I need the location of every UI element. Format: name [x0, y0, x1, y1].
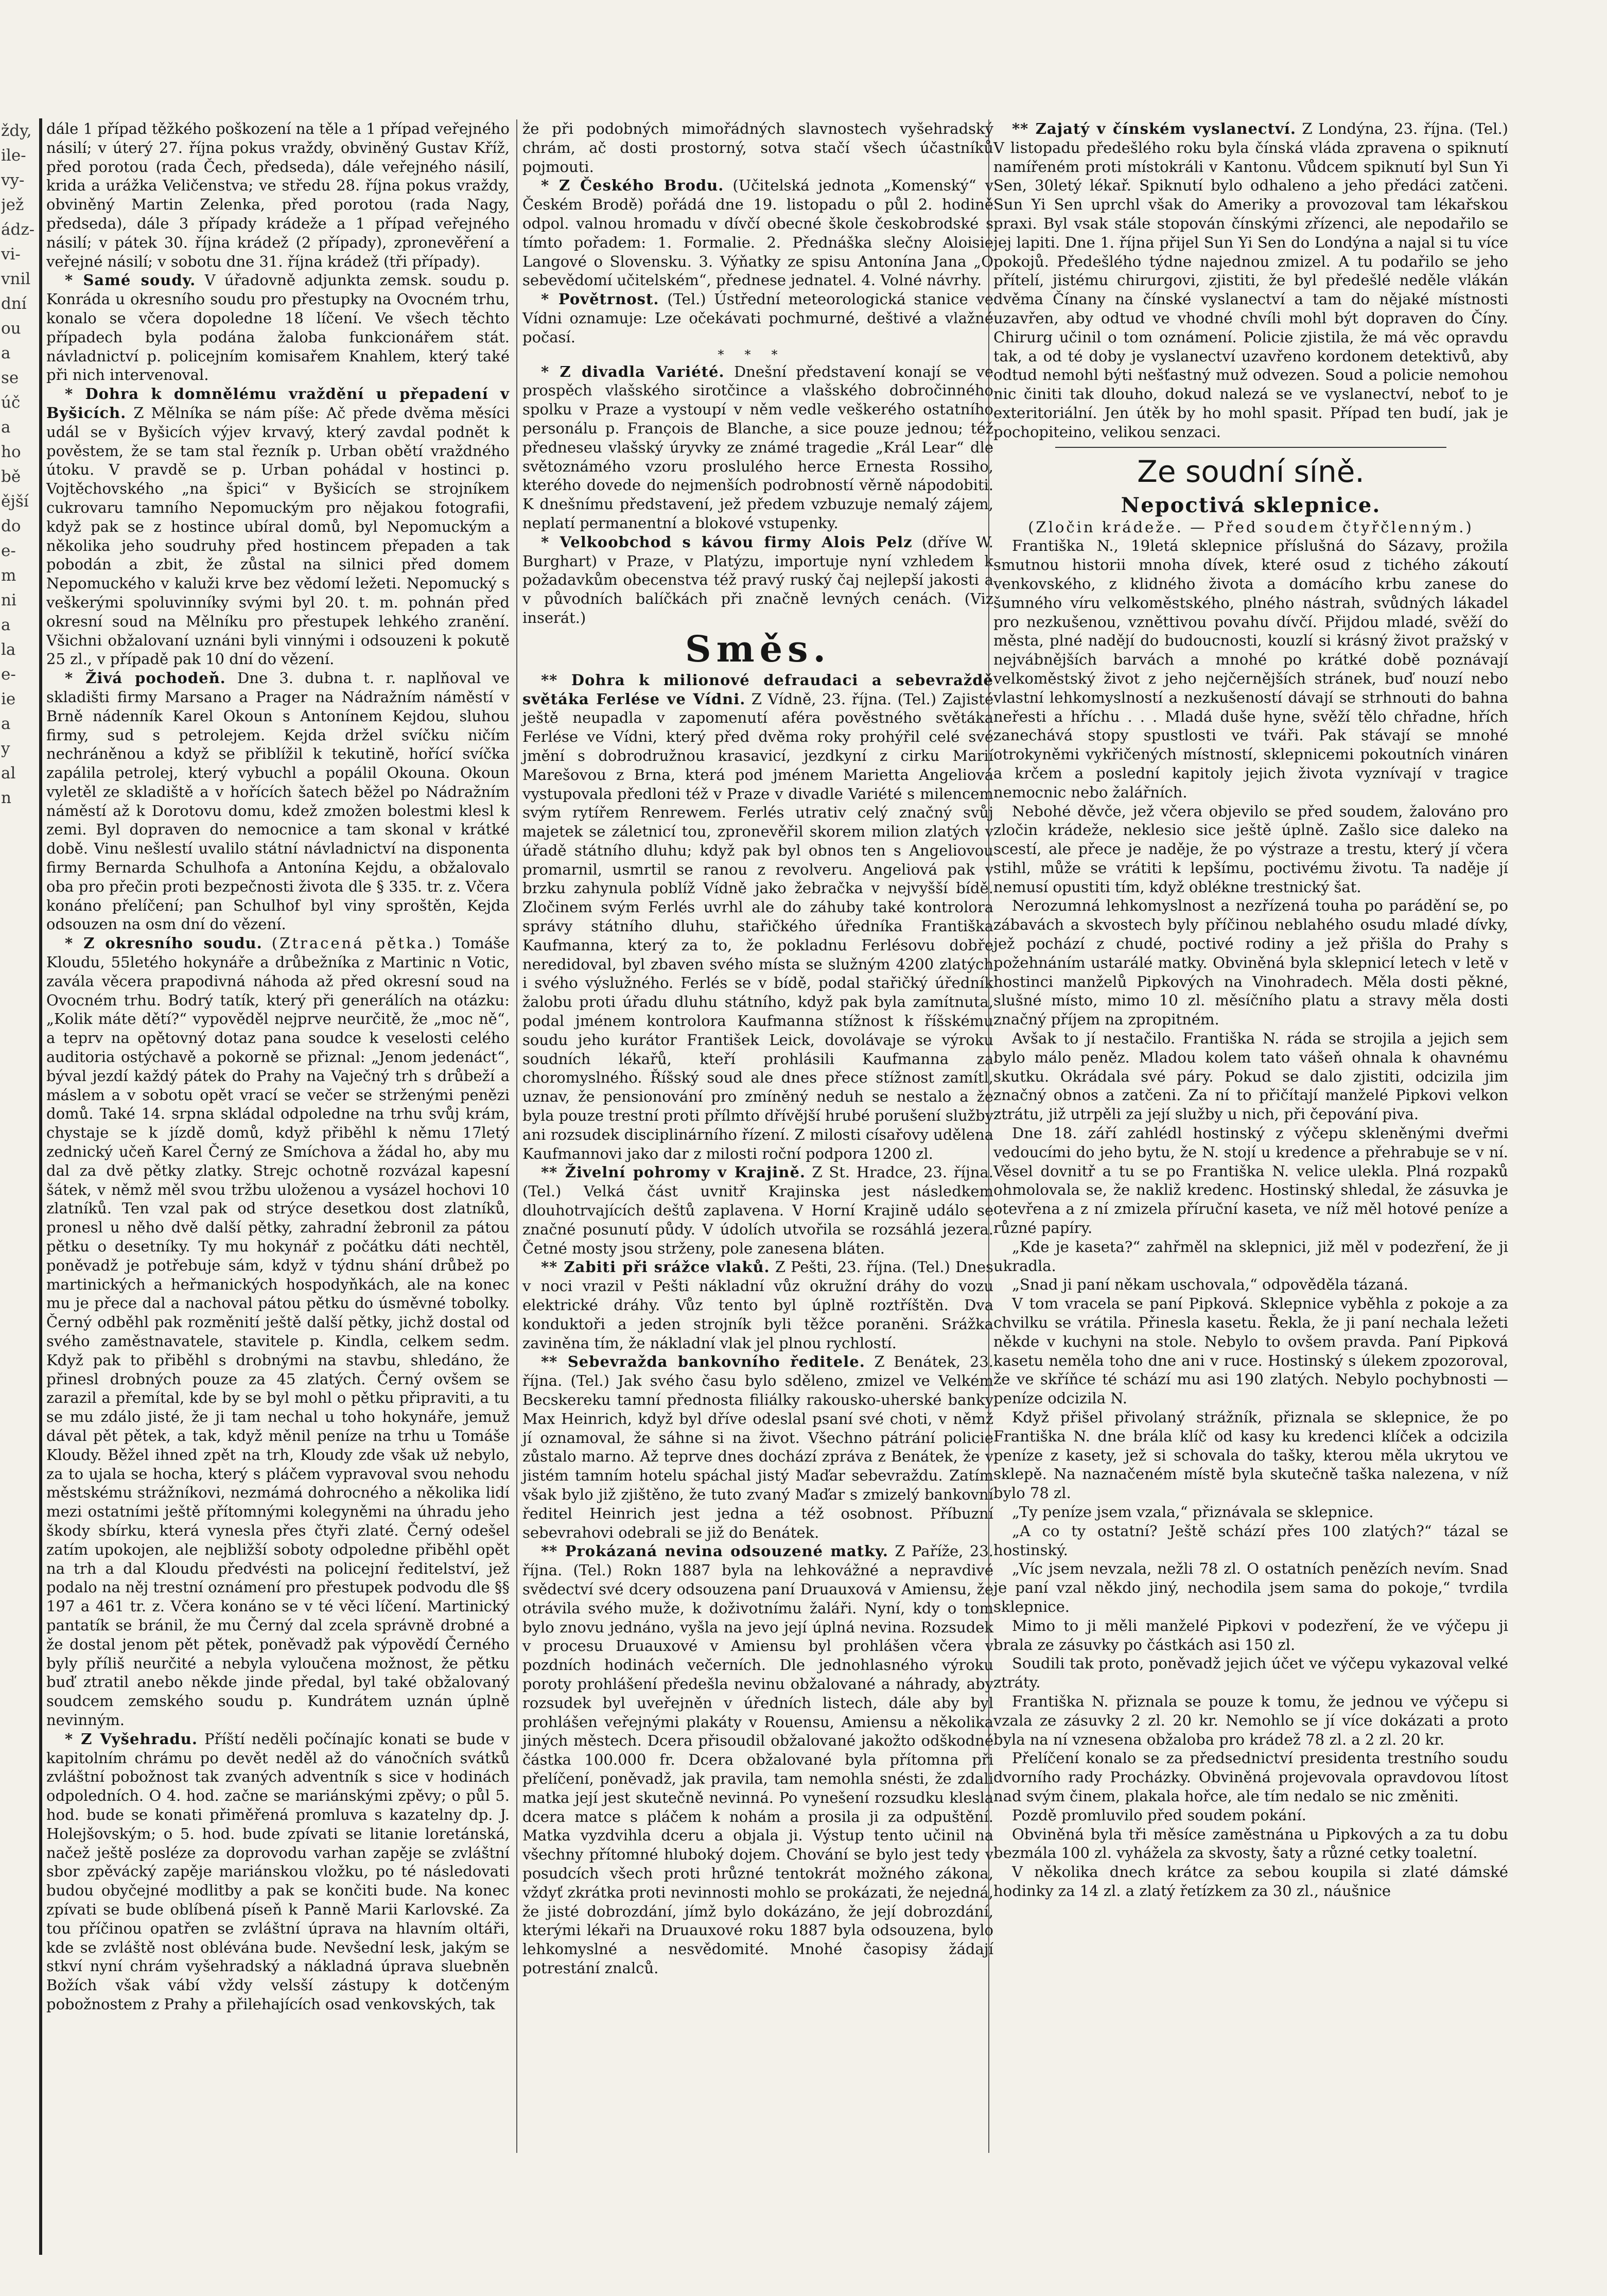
article: [46, 934, 510, 1729]
article-heading: * Z Českého Brodu.: [541, 177, 724, 195]
article-body: Tomáše Kloudu, 55letého hokynáře a drůbežníka z Martinic n Votic, zavála věcera prapodivná náhoda až před okresní soud na Ovocném trhu. Bodrý tatík, který při generálích na otázku: „Kolik máte dětí?“ vypověděl nejprve neurčitě, že „moc ně“, a teprv na opětovný dotaz pana soudce k veselosti celého auditoria ostýchavě a pokorně se přiznal: „Jenom jedenáct“, býval jezdí každý pátek do Prahy na Vaječný trh s drůbeží a máslem a v sobotu opět vrací se večer se strženými penězi domů. Také 14. srpna skládal odpoledne na trhu svůj krám, chystaje se k jízdě domů, když přiběhl k němu 17letý zednický učeň Karel Černý ze Smíchova a žádal ho, aby mu dal za dvě pětky zlatky. Strejc ochotně rozvázal kapesní šátek, v němž měl svou tržbu uloženou a vysázel hochovi 10 zlatníků. Ten vzal pak od strýce desetkou dost zlatníků, pronesl u něho dvě další pětky, zahradní žebronil za pátou pětku o desetníky. Ty mu hokynář z počátku dáti nechtěl, poněvadž je potřebuje sám, když v týdnu shání drůbež po martinických a heřmanických hospodyňkách, ale na konec mu je přece dal a nachoval pátou pětku do úsměvné tobolky. Černý odběhl pak rozměnití ještě další pětky, jichž dostal od svého zaměstnavatele, stavitele p. Kindla, celkem sedm. Když pak to přiběhl s drobnými na stavbu, shledáno, že přinesl drobných pouze za 45 zlatých. Černý ovšem se zarazil a přemítal, kde by se byl mohl o pětku připraviti, a tu se mu zdálo jisté, že ji tam nechal u toho hokynáře, jemuž dával pět pětek, a tak, když měnil peníze na trhu u Tomáše Kloudy. Běžel ihned zpět na trh, Kloudy zde však už nebylo, za to ujala se hocha, který s pláčem vypravoval svou nehodu městskému strážníkovi, nezmámá dohrocného a několika lidí mezi ostatními ještě přítomnými kolegyněmi na úhradu jeho škody sbírku, která vynesla přes čtyři zlaté. Černý odešel zatím upokojen, ale nejbližší soboty odpoledne přiběhl opět na trh a dal Kloudu předvésti na policejní ředitelství, jež podalo na něj trestní oznámení pro přestupek podvodu dle §§ 197 a 461 tr. z. Včera konáno se v té věci líčení. Martinický pantatík se bránil, že mu Černý dal zcela správně drobné a že dostal jenom pět pětek, poněvadž pak výpovědí Černého byly příliš neurčité a nebyla vyloučena možnost, že pětku buď ztratil anebo někde jinde předal, byl také obžalovaný soudcem zemského soudu p. Kundrátem uznán úplně nevinným.: [46, 934, 510, 1729]
article-heading: ** Sebevražda bankovního ředitele.: [541, 1353, 865, 1371]
bleed-fragment: se: [1, 369, 19, 387]
column-1: [46, 119, 510, 2014]
article-body: Z Vídně, 23. října. (Tel.) Zajisté ještě neupadla v zapomenutí aféra pověstného světáka Ferlése ve Vídni, který před dvěma roky prohýřil celé své jmění s dobrodružnou krasavicí, jezdkyní z cirku Marií Marešovou z Brna, která pod jménem Marietta Angeliová vystupovala předloni též v Praze v divadle Variété s milencem svým rytířem Renrewem. Ferlés utrativ celý značný svůj majetek se záletnicí tou, zpronevěřil skorem milion zlatých v úřadě státního dluhu; když pak byl obnos ten s Angeliovou promarnil, usmrtil se ranou z revolveru. Angeliová pak v brzku zahynula poblíž Vídně jako žebračka v nejvyšší bídě. Zločinem svým Ferlés uvrhl ale do záhuby také kontrolora správy státního dluhu, stařičkého úředníka Františka Kaufmanna, který za to, že pokladnu Ferlésovu dobře neredidoval, byl zbaven svého místa se služným 4200 zlatých i svého výslužného. Ferlés se v bídě, podal stařičký úředník žalobu proti úřadu dluhu státního, když pak byla zamítnuta, podal jménem kontrolora Kaufmanna stížnost k říšskému soudu jeho kurátor František Leick, dovolávaje se výroku soudních lékařů, kteří prohlásili Kaufmanna za choromyslného. Říšský soud ale dnes přece stížnost zamítl, uznav, že pensionování pro zmíněný neduh se nestalo a že byla pouze trestní proti přílmto dřívější hrubé porušení služby ani rozsudek disciplinárního řízení. Z milosti císařovy udělena Kaufmannovi jako dar z milosti roční podpora 1200 zl.: [522, 690, 994, 1162]
bleed-fragment: al: [1, 764, 16, 782]
article: [993, 119, 1508, 442]
bleed-fragment: a: [1, 418, 11, 437]
section-divider: [1055, 447, 1446, 448]
bleed-fragment: vy-: [1, 171, 25, 189]
article: [46, 669, 510, 934]
article-heading: ** Prokázaná nevina odsouzené matky.: [541, 1542, 888, 1560]
article: [46, 1730, 510, 2014]
article-body: Z Benátek, 23. října. (Tel.) Jak svého času bylo sděleno, zmizel ve Velkém Becskereku tamní přednosta filiálky rakousko-uherské banky Max Heinrich, když byl dříve odeslal psaní své choti, v němž jí oznamoval, že sáhne si na život. Všechno pátrání policie zůstalo marno. Až teprve dnes dochází zpráva z Benátek, že v jistém tamním hotelu spáchal jistý Maďar sebevraždu. Zatím však bylo již zjištěno, že tuto zvaný Maďar s zmizelý bankovní ředitel Heinrich jest jedna a též osobnost. Příbuzní sebevrahovi odebrali se již do Benátek.: [522, 1353, 993, 1541]
bleed-fragment: ždy,: [1, 121, 32, 140]
paragraph: Dne 18. září zahlédl hostinský z výčepu skleněnými dveřmi vedoucími do jeho bytu, že N. stojí u kredence a přehrabuje se v ní. Věsel dovnitř a tu se po Františka N. velice ulekla. Plná rozpaků ohmolovala se, že nakliž kredenc. Hostinský shledal, že zásuvka je otevřena a z ní zmizela příruční kaseta, ve níž měl hotové peníze a různé papíry.: [993, 1124, 1508, 1237]
paragraph: Františka N. přiznala se pouze k tomu, že jednou ve výčepu si vzala ze zásuvky 2 zl. 20 kr. Nemohlo se jí více dokázati a proto byla na ní vznesena obžaloba pro krádež 78 zl. a 2 zl. 20 kr.: [993, 1692, 1508, 1748]
article: [522, 1163, 993, 1258]
article: [46, 385, 510, 669]
adjacent-page-bleed: [0, 118, 42, 2255]
paragraph: Přelíčení konalo se za předsednictví presidenta trestního soudu dvorního rady Procházky. Obviněná projevovala opravdovou lítost nad svým činem, plakala hořce, ale tím nedalo se nic změniti.: [993, 1749, 1508, 1805]
article-body: (Učitelská jednota „Komenský“ v Českém Brodě) pořádá dne 19. listopadu o půl 2. hodině odpol. valnou hromadu v dívčí obecné škole českobrodské s tímto pořadem: 1. Formalie. 2. Přednáška slečny Aloisie Langové o Slovensku. 3. Výňatky ze spisu Antonína Jana „O sebevědomí učitelském“, přednese jednatel. 4. Volné návrhy.: [522, 177, 994, 289]
bleed-fragment: a: [1, 616, 11, 634]
column-rule: [516, 119, 517, 2153]
article-heading: * Dohra k domnělému vraždění u přepadení v Byšicích.: [46, 385, 510, 422]
bleed-fragment: do: [1, 517, 21, 535]
bleed-fragment: ie: [1, 690, 16, 708]
paragraph: „Ty peníze jsem vzala,“ přiznávala se sklepnice.: [1012, 1503, 1374, 1521]
paragraph: „A co ty ostatní? Ještě schází přes 100 zlatých?“ tázal se hostinský.: [993, 1522, 1508, 1559]
separator-stars: ***: [718, 347, 798, 362]
article-heading: * Živá pochodeň.: [65, 669, 226, 687]
article-heading: * Velkoobchod s kávou firmy Alois Pelz: [541, 533, 913, 551]
article: [522, 290, 993, 346]
bleed-fragment: bě: [1, 467, 21, 486]
bleed-fragment: n: [1, 789, 11, 807]
paragraph: Františka N., 19letá sklepnice příslušná do Sázavy, prožila smutnou historii mnoha dívek, které osud z tichého zákoutí venkovského, z klidného života a domácího krbu zanese do šumného víru velkoměstského, plného nástrah, svůdných lákadel pro nezkušenou, vzněttivou povahu dívčí. Přijdou mladé, svěží do města, plné nadějí do budoucnosti, kouzlí si krásný život pražský v nejvábnějších barvách a mnohé po krátké době poznávají velkoměstský život z jeho nejčernějších stránek, buď nouzí nebo vlastní lehkomyslností a nezkušeností dávají se strhnouti do bahna neřesti a hříchu . . . Mladá duše hyne, svěží tělo chřadne, hřích zanechává stopy spustlosti ve tváři. Pak stávají se mnohé otrokyněmi vykřičených místností, sklepnicemi pokoutních vináren a krčem a poslední kapitoly jejich života vyznívají v tragice nemocnic nebo žalářních.: [993, 537, 1508, 801]
article-heading: ** Dohra k milionové defraudaci a sebevraždě světáka Ferlése ve Vídni.: [522, 671, 993, 708]
bleed-fragment: a: [1, 344, 11, 362]
bleed-fragment: a: [1, 715, 11, 733]
article-body: Z Paříže, 23. října. (Tel.) Rokn 1887 byla na lehkovážné a nepravdivé svědectví své dcery odsouzena paní Druauxová v Amiensu, že otrávila svého muže, k doživotnímu žaláři. Nyní, kdy o tom bylo znovu jednáno, vyšla na jevo její úplná nevina. Rozsudek v procesu Druauxové v Amiensu byl prohlášen včera v pozdních hodinách večerních. Dle jednohlasného výroku poroty prohlášení předešla nevinu obžalované a náhrady, aby rozsudek byl uveřejněn v úředních listech, dále aby byl prohlášen veřejnými plakáty v Rouensu, Amiensu a několika jiných městech. Dcera přisoudil obžalované jakožto odškodné částka 100.000 fr. Dcera obžalované byla přítomna při přelíčení, poněvadž, jak pravila, tam nemohla snésti, že zdali matka její jest skutečně nevinná. Po vynešení rozsudku klesla dcera matce s pláčem k nohám a prosila ji za odpuštění. Matka vyzdvihla dceru a objala ji. Výstup tento učinil na všechny přítomné hluboký dojem. Chování se bylo jest tedy v posudcích všech proti hrůzné tentokrát možného zákona, vždyť zkrátka proti nevinnosti mohlo se prokázati, že nejedná, že jisté dobrozdání, jímž bylo dokázáno, že její dobrozdání, kterými lékaři na Druauxové roku 1887 byla odsouzena, bylo lehkomyslné a nesvědomité. Mnohé časopisy žádají potrestání znalců.: [522, 1542, 994, 1977]
article: [522, 1258, 993, 1352]
article-heading: * Z divadla Variété.: [541, 362, 725, 380]
column-2: [522, 119, 993, 1978]
article-body: Z Londýna, 23. října. (Tel.) V listopadu předešlého roku byla čínská vláda zpravena o spiknutí namířeném proti místokráli v Kantonu. Vůdcem spiknutí byl Sun Yi Sen, 30letý lékař. Spiknutí bylo odhaleno a jeho předáci zatčeni. Sun Yi Sen uprchl však do Ameriky a provozoval tam lékařskou praxi. Byl vsak stále stopován čínskými zřízenci, ale nepodařilo se jej lapiti. Dne 1. října přijel Sun Yi Sen do Londýna a najal si tu více pokojů. Předešlého týdne najednou zmizel. A tu podařilo se jeho přítelí, jistému chirurgovi, zjistiti, že byl předešlé neděle vlákán dvěma Čínany na čínské vyslanectví a tam do nějaké místnosti uzavřen, aby odtud ve vhodné chvíli mohl být dopraven do Číny. Chirurg učinil o tom oznámení. Policie zjistila, že má věc opravdu tak, a od té doby je vyslanectví uzavřeno kordonem detektivů, aby odtud nemohl býti nešťastný muž odvezen. Soud a policie nemohou nic činiti tak dlouho, dokud nalezá se ve vyslanectví, neboť to je exteritoriální. Jen útěk by ho mohl spasit. Případ ten budí, jak je pochopiteino, velikou senzaci.: [993, 120, 1508, 441]
section-title-court: Ze soudní síně.: [1137, 454, 1365, 489]
bleed-fragment: m: [1, 566, 16, 585]
section-title-smes: Směs.: [685, 627, 831, 670]
article-body: (Tel.) Ústřední meteorologická stanice ve Vídni oznamuje: Lze očekávati pochmurné, deštivé a vlažné počasí.: [522, 290, 994, 346]
article-subheading: (Ztracená pětka.): [271, 934, 443, 952]
bleed-fragment: e-: [1, 665, 16, 684]
article-heading: * Z Vyšehradu.: [65, 1730, 198, 1748]
article-body: Dne 3. dubna t. r. naplňoval ve skladišti firmy Marsano a Prager na Nádražním náměstí v Brně nádenník Karel Okoun s Antonínem Kejdou, sluhou firmy, sud s petrolejem. Kejda držel svíčku ničím nechráněnou a když se přiblížil k tekutině, hořící svíčka zapálila petrolej, který vybuchl a popálil Okouna. Okoun vyletěl ze skladiště a v hořících šatech běžel po Nádražním náměstí až k Dorotovu domu, kdež zmožen bolestmi klesl k zemi. Byl dopraven do nemocnice a tam skonal v krátké době. Vinu nešlestí uvalilo státní návladnictví na disponenta firmy Bernarda Schulhofa a Antonína Kejdu, a obžalovalo oba pro přečin proti bezpečnosti života dle § 335. tr. z. Včera konáno přelíčení; pan Schulhof byl viny sproštěn, Kejda odsouzen na osm dní do vězení.: [46, 669, 510, 933]
bleed-fragment: e-: [1, 542, 16, 560]
article: [522, 1542, 993, 1977]
article-body: Dnešní představení konají se ve prospěch vlašského sirotčince a vlašského dobročinného spolku v Praze a vystoupí v něm vedle veškerého ostatního personálu p. François de Blanche, a sice pouze jednou; též předneseu vlašský úryvky ze známé tragedie „Král Lear“ dle světoznámého vzoru proslulého herce Ernesta Rossiho, kterého dovede do nejmenších podrobností věrně nápodobiti. K dnešnímu představení, jež předem vzbuzuje nemalý zájem, neplatí permanentní a blokové vstupenky.: [522, 362, 993, 532]
bleed-fragment: y: [1, 739, 10, 758]
bleed-fragment: ni: [1, 591, 16, 610]
article: [522, 533, 993, 628]
article-heading: * Samé soudy.: [65, 271, 196, 289]
article: [522, 1352, 993, 1542]
article-body: V úřadovně adjunkta zemsk. soudu p. Konráda u okresního soudu pro přestupky na Ovocném trhu, konalo se včera dopoledne 18 líčení. Ve všech těchto případech byla podána žaloba funkcionářem stát. návladnictví p. policejním komisařem Knahlem, který také při nich intervenoval.: [46, 271, 510, 384]
article: [46, 271, 510, 385]
article: [522, 671, 993, 1163]
article-body: Z Mělníka se nám píše: Ač přede dvěma měsíci udál se v Byšicích výjev krvavý, který zavdal podnět k pověstem, že se tam stal řezník p. Urban obětí vraždného útoku. V pravdě se p. Urban pohádal v hostinci p. Vojtěchovského „na špici“ v Byšicích se strojníkem cukrovaru tamního Nepomuckým pro nějakou fotografii, když pak se z hostince ubíral domů, byl Nepomuckým a několika jeho soudruhy před hostincem přepaden a tak pobodán a zbit, že zůstal na silnici před domem Nepomuckého v kaluži krve bez vědomí ležeti. Nepomucký s veškerými spoluvinníky svými byl 20. t. m. pohnán před okresní soud na Mělníku pro přestupek lehkého zranění. Všichni obžalovaní uznáni byli vinnými i odsouzeni k pokutě 25 zl., v případě pak 10 dní do vězení.: [46, 404, 510, 668]
article-continuation: že při podobných mimořádných slavnostech vyšehradský chrám, ač dosti prostorný, sotva stačí všech účastníků pojmouti.: [522, 120, 993, 176]
paragraph: „Kde je kaseta?“ zahřměl na sklepnici, již měl v podezření, že ji ukradla.: [993, 1238, 1508, 1275]
paragraph: „Snad ji paní někam uschovala,“ odpověděla tázaná.: [1012, 1276, 1408, 1294]
bleed-fragment: dní: [1, 294, 27, 313]
bleed-fragment: jež: [1, 196, 24, 214]
paragraph: Avšak to jí nestačilo. Františka N. ráda se strojila a jejich sem bylo málo peněz. Mladou kolem tato vášeň ohnala k ohavnému skutku. Okrádala své páry. Pokud se dalo zjistiti, odcizila jim značný obnos a zatčeni. Za ní to přičítají manželé Pipkovi velkon ztrátu, již utrpěli za její služby u nich, při čepování piva.: [993, 1030, 1508, 1123]
bleed-fragment: úč: [1, 393, 21, 412]
bleed-fragment: vnil: [1, 270, 31, 288]
article-body: (dříve W. Burghart) v Praze, v Platýzu, importuje nyní vzhledem k požadavkům obecenstva též pravý ruský čaj nejlepší jakosti a v původních balíčkách při značně levných cenách. (Viz inserát.): [522, 533, 993, 627]
paragraph: Nebohé děvče, jež včera objevilo se před soudem, žalováno pro zločin krádeže, neklesio sice ještě úplně. Zašlo sice daleko na scestí, ale přece je naděje, že po výstraze a trestu, který jí včera stihl, může se vrátiti k lepšímu, poctivému životu. Ta naděje jí nemusí opustiti tím, když oblékne trestnický šat.: [993, 802, 1508, 896]
article-title: Nepoctivá sklepnice.: [1121, 493, 1381, 517]
paragraph: Obviněná byla tři měsíce zaměstnána u Pipkových a za tu dobu bezmála 100 zl. vyhážela za skvosty, šaty a různé cetky toaletní.: [993, 1825, 1508, 1862]
article-continuation: dále 1 případ těžkého poškození na těle a 1 případ veřejného násilí; v úterý 27. října pokus vraždy, obviněný Gustav Kříž, před porotou (rada Čech, předseda), dále veřejného násilí, krida a urážka Veličenstva; ve středu 28. října pokus vraždy, obviněný Martin Zelenka, před porotou (rada Nagy, předseda), dále 3 případy krádeže a 1 případ veřejného násilí; v pátek 30. října krádež (2 případy), zpronevěření a veřejné násilí; v sobotu dne 31. října krádež (tři případy).: [46, 120, 510, 270]
article-body: Z Pešti, 23. října. (Tel.) Dnes v noci vrazil v Pešti nákladní vůz okružní dráhy do vozu elektrické dráhy. Vůz tento byl úplně roztříštěn. Dva konduktoři a jeden strojník byli těžce poraněni. Srážka zaviněna tím, že nákladní vlak jel plnou rychlostí.: [522, 1258, 993, 1352]
bleed-fragment: ádz-: [1, 220, 35, 239]
article-heading: ** Zabiti při srážce vlaků.: [541, 1258, 770, 1276]
article-heading: ** Živelní pohromy v Krajině.: [541, 1163, 806, 1181]
article-body: Příští neděli počínajíc konati se bude v kapitolním chrámu po devět neděl až do vánočních svátků zvláštní pobožnost tak zvaných adventník s sice v hodinách odpoledních. O 4. hod. začne se mariánskými zpěvy; o půl 5. hod. bude se konati přiměřená promluva s kazatelny dp. J. Holejšovským; o 5. hod. bude zpívati se litanie loretánská, načež ještě posléze za doprovodu varhan zapěje se zvláštní sbor zpěvácký zapěje mariánskou vložku, po té následovati budou obyčejné modlitby a pak se končiti bude. Na konec zpívati se bude oblíbená píseň k Panně Marii Karlovské. Za tou příčinou opatřen se zvláštní úprava na hlavním oltáři, kde se zvláště nost oblévána bude. Nevšední lesk, jakým se stkví nyní chrám vyšehradský a nákladná úprava sluebněn Božích však vábí vždy velsší zástupy k dotčeným pobožnostem z Prahy a přilehajících osad venkovských, tak: [46, 1730, 510, 2013]
paragraph: Soudili tak proto, poněvadž jejich účet ve výčepu vykazoval velké ztráty.: [993, 1655, 1508, 1692]
paragraph: Mimo to ji měli manželé Pipkovi v podezření, že ve výčepu ji brala ze zásuvky po částkách asi 150 zl.: [993, 1616, 1508, 1654]
column-3: [993, 119, 1508, 1901]
bleed-fragment: vi-: [1, 245, 21, 264]
paragraph: Když přišel přivolaný strážník, přiznala se sklepnice, že po Františka N. dne brála klíč od kasy ku kredenci klíček a odcizila peníze z kasety, jež si schovala do tašky, kterou měla ukrytou ve sklepě. Na naznačeném místě byla skutečně taška nalezena, v níž bylo 78 zl.: [993, 1408, 1508, 1502]
bleed-fragment: ou: [1, 319, 21, 338]
bleed-fragment: ile-: [1, 146, 26, 165]
paragraph: Pozdě promluvilo před soudem pokání.: [1012, 1806, 1306, 1824]
article-subtitle: (Zločin krádeže. — Před soudem čtyřčlenným.): [1028, 518, 1474, 536]
bleed-fragment: la: [1, 640, 16, 659]
paragraph: „Víc jsem nevzala, nežli 78 zl. O ostatních penězích nevím. Snad je paní vzal někdo jiný, nechodila jsem sama do pokoje,“ tvrdila sklepnice.: [993, 1560, 1508, 1615]
article-body: Z St. Hradce, 23. října. (Tel.) Velká část uvnitř Krajinska jest následkem dlouhotrvajících deštů zaplavena. V Horní Krajině událo se značné posunutí půdy. V údolích utvořila se rozsáhlá jezera. Četné mosty jsou strženy, pole zanesena bláten.: [522, 1163, 994, 1257]
bleed-fragment: ho: [1, 443, 21, 461]
article: [522, 362, 993, 533]
article: [522, 176, 993, 290]
paragraph: V několika dnech krátce za sebou koupila si zlaté dámské hodinky za 14 zl. a zlatý řetízkem za 30 zl., náušnice: [993, 1863, 1508, 1900]
article-heading: * Povětrnost.: [541, 290, 659, 308]
paragraph: V tom vracela se paní Pipková. Sklepnice vyběhla z pokoje a za chvilku se vrátila. Přinesla kasetu. Řekla, že ji paní nechala ležeti někde v kuchyni na stole. Nebylo to ovšem pravda. Paní Pipková kasetu neměla toho dne ani v ruce. Hostinský s úlekem zpozoroval, že ve skříňce té schází mu asi 190 zlatých. Nebylo pochybnosti — peníze odcizila N.: [993, 1295, 1508, 1407]
article-heading: ** Zajatý v čínském vyslanectví.: [1012, 120, 1296, 137]
bleed-fragment: ější: [1, 492, 29, 511]
article-heading: * Z okresního soudu.: [65, 934, 263, 952]
paragraph: Nerozumná lehkomyslnost a nezřízená touha po parádění se, po zábavách a skvostech byly příčinou neblahého osudu mladé dívky, jež pochází z chudé, poctivé rodiny a jež přišla do Prahy s požehnáním ustarálé matky. Obviněná byla sklepnicí letech v letě v hostinci manželů Pipkových na Vinohradech. Měla dosti pěkné, slušné místo, mimo 10 zl. měsíčního platu a stravy měla dosti značný příjem na zpropitném.: [993, 897, 1508, 1029]
